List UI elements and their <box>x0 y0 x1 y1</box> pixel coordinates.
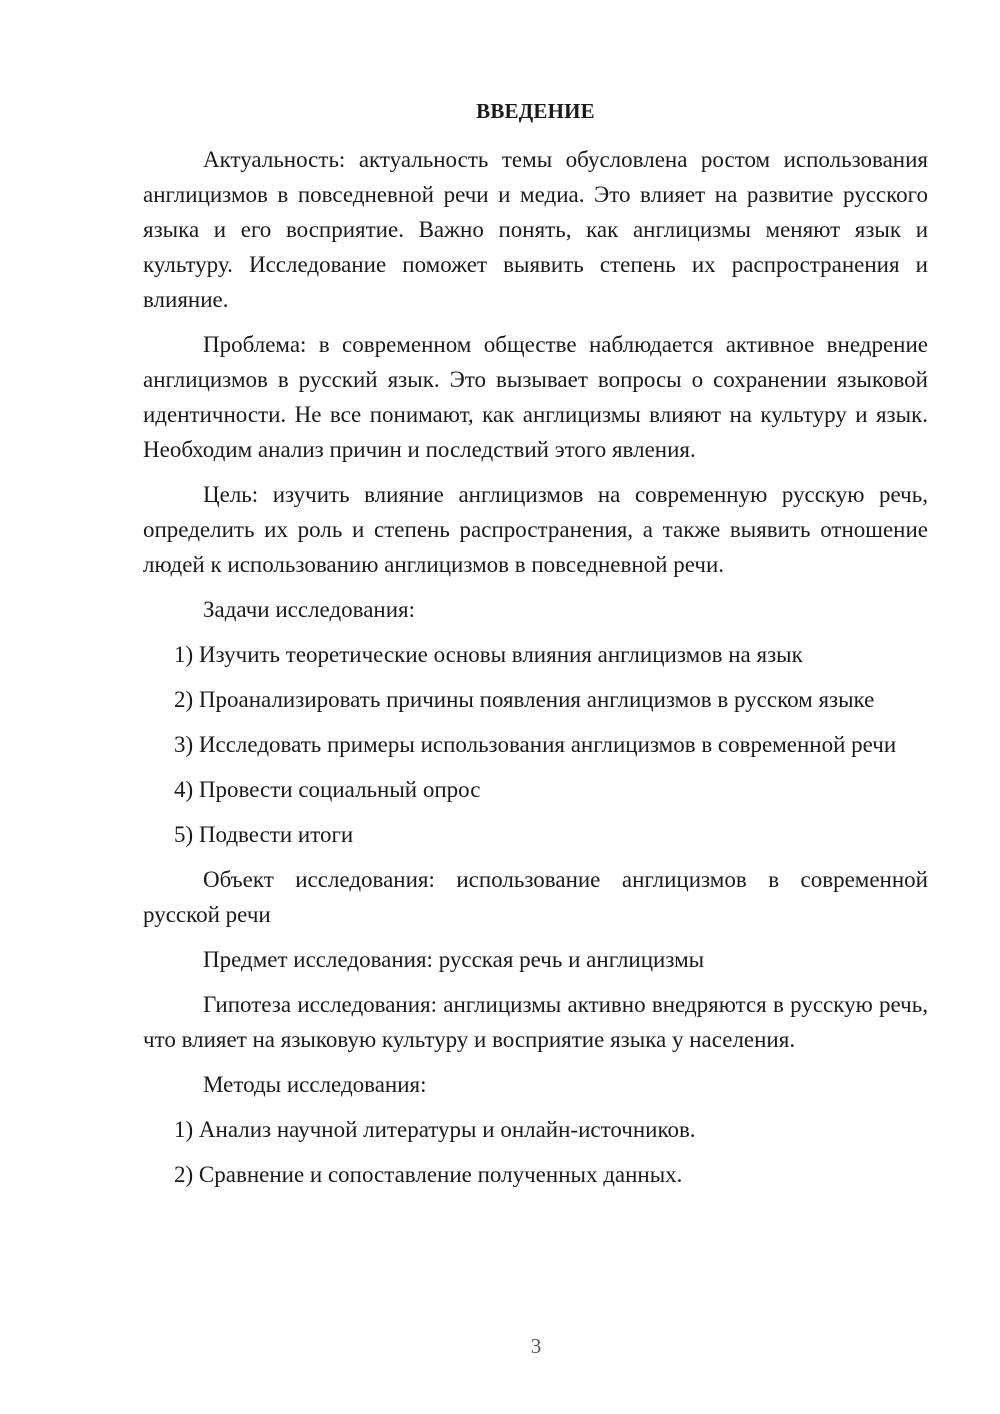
paragraph-object: Объект исследования: использование англицизмов в современной русской речи <box>143 867 928 927</box>
paragraph-subject: Предмет исследования: русская речь и англицизмы <box>203 947 705 972</box>
method-item-1: 1) Анализ научной литературы и онлайн-источников. <box>174 1117 696 1142</box>
task-item-2: 2) Проанализировать причины появления англицизмов в русском языке <box>174 687 875 712</box>
paragraph-goal: Цель: изучить влияние англицизмов на современную русскую речь, определить их роль и степень распространения, а также выявить отношение людей к использованию англицизмов в повседневной речи. <box>143 482 928 577</box>
task-item-4: 4) Провести социальный опрос <box>174 777 481 802</box>
page-number: 3 <box>530 1334 542 1358</box>
task-item-5: 5) Подвести итоги <box>174 822 354 847</box>
paragraph-problem: Проблема: в современном обществе наблюдается активное внедрение англицизмов в русский язык. Это вызывает вопросы о сохранении языковой идентичности. Не все понимают, как англицизмы влияют на культуру и язык. Необходим анализ причин и последствий этого явления. <box>143 332 928 462</box>
paragraph-hypothesis: Гипотеза исследования: англицизмы активно внедряются в русскую речь, что влияет на языковую культуру и восприятие языка у населения. <box>143 992 928 1052</box>
section-title: ВВЕДЕНИЕ <box>476 99 595 123</box>
method-item-2: 2) Сравнение и сопоставление полученных данных. <box>174 1162 683 1187</box>
paragraph-tasks-heading: Задачи исследования: <box>203 597 416 622</box>
document-body <box>143 142 928 1202</box>
task-item-3: 3) Исследовать примеры использования англицизмов в современной речи <box>174 732 897 757</box>
task-item-1: 1) Изучить теоретические основы влияния англицизмов на язык <box>174 642 803 667</box>
paragraph-methods-heading: Методы исследования: <box>203 1072 427 1097</box>
paragraph-relevance: Актуальность: актуальность темы обусловлена ростом использования англицизмов в повседневной речи и медиа. Это влияет на развитие русского языка и его восприятие. Важно понять, как англицизмы меняют язык и культуру. Исследование поможет выявить степень их распространения и влияние. <box>143 147 928 312</box>
